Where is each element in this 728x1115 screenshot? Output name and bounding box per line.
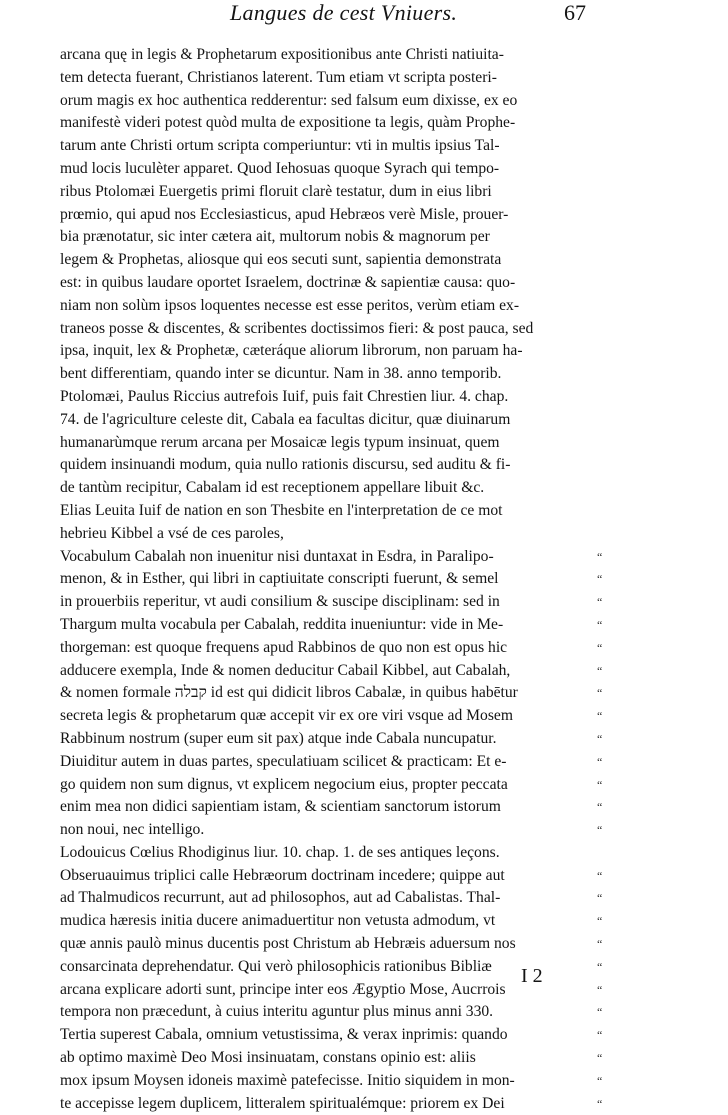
margin-mark: “ xyxy=(597,595,603,610)
text-line: arcana quę in legis & Prophetarum expositionibus ante Christi natiuita- xyxy=(60,46,504,63)
text-line: Rabbinum nostrum (super eum sit pax) atque inde Cabala nuncupatur. xyxy=(60,729,497,747)
text-line: ribus Ptolomæi Euergetis primi floruit clarè testatur, dum in eius libri xyxy=(60,182,492,200)
text-line: ipsa, inquit, lex & Prophetæ, cæteráque aliorum librorum, non paruam ha- xyxy=(60,342,523,360)
text-line: orum magis ex hoc authentica redderentur: sed falsum eum dixisse, ex eo xyxy=(60,91,518,109)
text-line: non noui, nec intelligo. xyxy=(60,821,205,839)
margin-mark xyxy=(597,158,611,181)
text-line: humanarùmque rerum arcana per Mosaicæ legis typum insinuat, quem xyxy=(60,433,500,451)
margin-mark: “ xyxy=(597,686,603,701)
margin-mark: “ xyxy=(597,549,603,564)
text-line: tarum ante Christi ortum scripta comperiuntur: vti in multis ipsius Tal- xyxy=(60,137,500,155)
text-line: go quidem non sum dignus, vt explicem negocium eius, propter peccata xyxy=(60,775,508,793)
running-head-title: Langues de cest Vniuers. xyxy=(230,0,458,25)
text-line: & nomen formale קבלה id est qui didicit libros Cabalæ, in quibus habētur xyxy=(60,684,518,702)
margin-mark xyxy=(597,318,611,341)
signature-mark: I 2 xyxy=(521,965,543,987)
text-line: secreta legis & prophetarum quæ accepit vir ex ore viri vsque ad Mosem xyxy=(60,707,513,725)
margin-mark xyxy=(597,112,611,135)
margin-mark: “ xyxy=(597,914,603,929)
margin-mark: “ xyxy=(597,959,603,974)
margin-mark xyxy=(597,477,611,500)
margin-mark: “ xyxy=(597,754,603,769)
margin-mark xyxy=(597,363,611,386)
margin-mark: “ xyxy=(597,572,603,587)
margin-mark: “ xyxy=(597,982,603,997)
text-line: hebrieu Kibbel a vsé de ces paroles, xyxy=(60,524,284,542)
margin-mark xyxy=(597,272,611,295)
margin-mark xyxy=(597,340,611,363)
margin-mark: “ xyxy=(597,617,603,632)
text-line: manifestè videri potest quòd multa de expositione ta legis, quàm Prophe- xyxy=(60,114,516,132)
text-line: tempora non præcedunt, à cuius interitu aguntur plus minus anni 330. xyxy=(60,1003,494,1021)
margin-mark xyxy=(597,90,611,113)
margin-mark: “ xyxy=(597,800,603,815)
text-line: ad Thalmudicos recurrunt, aut ad philosophos, aut ad Cabalistas. Thal- xyxy=(60,889,501,907)
text-line: arcana explicare adorti sunt, principe inter eos Ægyptio Mose, Aucrrois xyxy=(60,980,506,998)
text-line: 74. de l'agriculture celeste dit, Cabala ea facultas dicitur, quæ diuinarum xyxy=(60,410,511,428)
margin-mark: “ xyxy=(597,709,603,724)
margin-mark xyxy=(597,67,611,90)
margin-mark: “ xyxy=(597,937,603,952)
margin-mark: “ xyxy=(597,1028,603,1043)
margin-mark xyxy=(597,842,611,865)
text-line: consarcinata deprehendatur. Qui verò philosophicis rationibus Bibliæ xyxy=(60,957,492,975)
page-number: 67 xyxy=(564,0,586,25)
margin-mark xyxy=(597,500,611,523)
text-line: quæ annis paulò minus ducentis post Christum ab Hebræis aduersum nos xyxy=(60,935,516,953)
text-line: thorgeman: est quoque frequens apud Rabbinos de quo non est opus hic xyxy=(60,638,508,656)
text-line: Elias Leuita Iuif de nation en son Thesbite en l'interpretation de ce mot xyxy=(60,501,503,519)
text-line: adducere exempla, Inde & nomen deducitur Cabail Kibbel, aut Cabalah, xyxy=(60,661,511,679)
margin-mark: “ xyxy=(597,1051,603,1066)
margin-mark: “ xyxy=(597,1005,603,1020)
margin-mark: “ xyxy=(597,1073,603,1088)
body-text xyxy=(60,44,594,1115)
text-line: enim mea non didici sapientiam istam, & scientiam sanctorum istorum xyxy=(60,798,501,816)
margin-mark: “ xyxy=(597,1096,603,1111)
text-line: ab optimo maximè Deo Mosi insinuatam, constans opinio est: aliis xyxy=(60,1049,476,1067)
running-head xyxy=(0,0,728,42)
text-line: mox ipsum Moysen idoneis maximè patefecisse. Initio siquidem in mon- xyxy=(60,1071,515,1089)
margin-mark xyxy=(597,386,611,409)
margin-mark xyxy=(597,454,611,477)
margin-mark: “ xyxy=(597,640,603,655)
text-line: mud locis luculèter apparet. Quod Iehosuas quoque Syrach qui tempo- xyxy=(60,159,500,177)
margin-mark xyxy=(597,523,611,546)
text-line: niam non solùm ipsos loquentes necesse est esse peritos, verùm etiam ex- xyxy=(60,296,520,314)
text-line: quidem insinuandi modum, quia nullo rationis discursu, sed auditu & fi- xyxy=(60,456,511,474)
text-line: in prouerbiis reperitur, vt audi consilium & suscipe disciplinam: sed in xyxy=(60,593,500,611)
text-line: est: in quibus laudare oportet Israelem, doctrinæ & sapientiæ causa: quo- xyxy=(60,273,516,291)
margin-mark xyxy=(597,204,611,227)
text-line: Thargum multa vocabula per Cabalah, reddita inueniuntur: vide in Me- xyxy=(60,615,504,633)
margin-mark: “ xyxy=(597,823,603,838)
margin-mark xyxy=(597,135,611,158)
text-line: Lodouicus Cœlius Rhodiginus liur. 10. chap. 1. de ses antiques leçons. xyxy=(60,843,500,861)
margin-mark xyxy=(597,226,611,249)
text-line: Obseruauimus triplici calle Hebræorum doctrinam incedere; quippe aut xyxy=(60,866,505,884)
text-line: Ptolomæi, Paulus Riccius autrefois Iuif, puis fait Chrestien liur. 4. chap. xyxy=(60,387,509,405)
margin-mark xyxy=(597,249,611,272)
margin-mark xyxy=(597,295,611,318)
margin-mark: “ xyxy=(597,731,603,746)
margin-mark xyxy=(597,432,611,455)
margin-mark: “ xyxy=(597,891,603,906)
margin-mark: “ xyxy=(597,777,603,792)
text-line: menon, & in Esther, qui libri in captiuitate conscripti fuerunt, & semel xyxy=(60,570,499,588)
text-line: de tantùm recipitur, Cabalam id est receptionem appellare libuit &c. xyxy=(60,479,485,497)
text-line: tem detecta fuerant, Christianos laterent. Tum etiam vt scripta posteri- xyxy=(60,68,497,86)
text-line: traneos posse & discentes, & scribentes doctissimos fieri: & post pauca, sed xyxy=(60,319,534,337)
text-line: Diuiditur autem in duas partes, speculatiuam scilicet & practicam: Et e- xyxy=(60,752,507,770)
text-line: bent differentiam, quando inter se dicuntur. Nam in 38. anno temporib. xyxy=(60,365,502,383)
text-line: Vocabulum Cabalah non inuenitur nisi duntaxat in Esdra, in Paralipo- xyxy=(60,547,494,565)
margin-mark xyxy=(597,181,611,204)
margin-mark: “ xyxy=(597,663,603,678)
text-line: bia prænotatur, sic inter cætera ait, multorum nobis & magnorum per xyxy=(60,228,490,246)
text-line: legem & Prophetas, aliosque qui eos secuti sunt, sapientia demonstrata xyxy=(60,251,502,269)
margin-mark xyxy=(597,44,611,67)
margin-mark xyxy=(597,409,611,432)
text-line: mudica hæresis initia ducere animaduertitur non vetusta admodum, vt xyxy=(60,912,496,930)
text-line: Tertia superest Cabala, omnium vetustissima, & verax inprimis: quando xyxy=(60,1026,508,1044)
text-line: te accepisse legem duplicem, litteralem spiritualémque: priorem ex Dei xyxy=(60,1094,505,1112)
margin-quotation-marks xyxy=(597,44,611,1115)
text-line: prœmio, qui apud nos Ecclesiasticus, apud Hebræos verè Misle, prouer- xyxy=(60,205,509,223)
margin-mark: “ xyxy=(597,868,603,883)
